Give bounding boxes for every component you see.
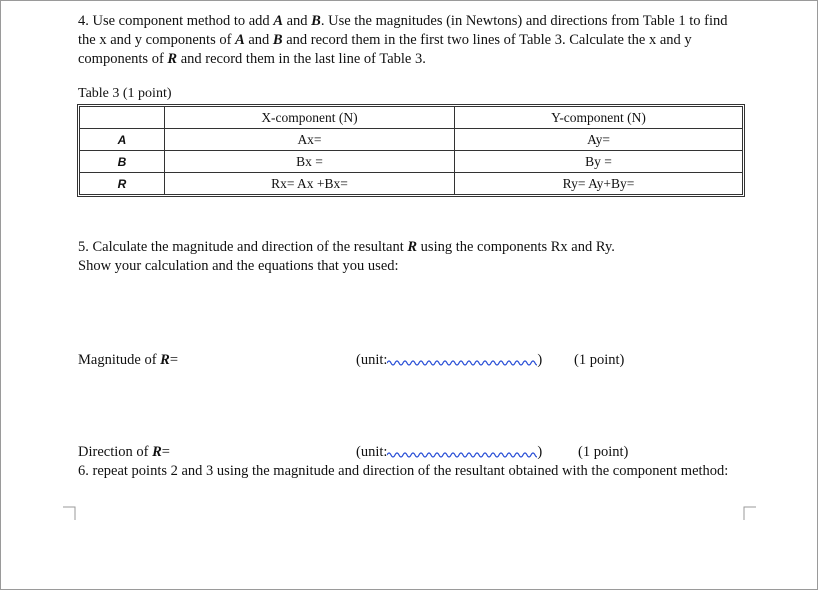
spellcheck-squiggle-icon xyxy=(387,449,537,459)
vector-b: B xyxy=(272,32,283,48)
margin-corner-left-icon xyxy=(63,506,77,520)
question-6-text: 6. repeat points 2 and 3 using the magnitude and direction of the resultant obtained with the component method: xyxy=(78,463,729,479)
vector-r: R xyxy=(167,51,178,67)
cell-by[interactable]: By = xyxy=(455,151,743,173)
table-row xyxy=(80,173,743,195)
direction-label-line: Direction of R= xyxy=(78,444,170,460)
table-row xyxy=(80,129,743,151)
magnitude-label-line: Magnitude of R= xyxy=(78,352,179,368)
vector-a: A xyxy=(273,13,283,29)
vector-b: B xyxy=(311,13,321,29)
vector-r: R xyxy=(152,444,162,460)
cell-ry[interactable]: Ry= Ay+By= xyxy=(455,173,743,195)
table-caption: Table 3 (1 point) xyxy=(78,86,172,101)
vector-r: R xyxy=(160,352,170,368)
magnitude-unit-field[interactable]: (unit: ) xyxy=(356,352,543,368)
cell-ay[interactable]: Ay= xyxy=(455,129,743,151)
direction-unit-field[interactable]: (unit: ) xyxy=(356,444,543,460)
row-label-a: A xyxy=(80,129,165,151)
direction-points: (1 point) xyxy=(578,444,629,460)
header-y-component: Y-component (N) xyxy=(455,107,743,129)
question-4-text: 4. Use component method to add A and B. Use the magnitudes (in Newtons) and directions from Table 1 to find the x and y components of A and B and record them in the first two lines of Table 3. Calculate the x and y components of R and record them in the last line of Table 3. xyxy=(78,13,728,67)
cell-ax[interactable]: Ax= xyxy=(165,129,455,151)
margin-corner-right-icon xyxy=(742,506,756,520)
cell-bx[interactable]: Bx = xyxy=(165,151,455,173)
question-5-text: 5. Calculate the magnitude and direction of the resultant R using the components Rx and Ry. Show your calculation and the equations that you used: xyxy=(78,239,615,274)
cell-rx[interactable]: Rx= Ax +Bx= xyxy=(165,173,455,195)
spellcheck-squiggle-icon xyxy=(387,357,537,367)
magnitude-points: (1 point) xyxy=(574,352,625,368)
row-label-b: B xyxy=(80,151,165,173)
table-row xyxy=(80,151,743,173)
table-header-row xyxy=(80,107,743,129)
components-table-frame xyxy=(77,104,745,197)
vector-r: R xyxy=(407,239,418,255)
header-x-component: X-component (N) xyxy=(165,107,455,129)
vector-a: A xyxy=(235,32,245,48)
header-empty xyxy=(80,107,165,129)
row-label-r: R xyxy=(80,173,165,195)
components-table xyxy=(79,106,743,195)
